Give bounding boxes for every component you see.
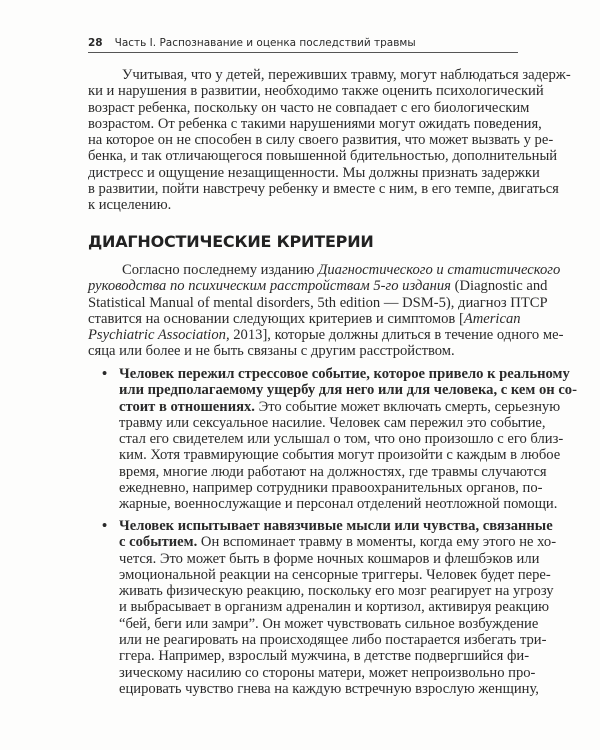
running-header (88, 37, 518, 53)
text-line (88, 132, 554, 149)
text-run: зическому насилию со стороны матери, может непроизвольно про- (119, 664, 536, 681)
text-line (88, 278, 548, 295)
bullet-marker: • (102, 518, 108, 534)
text-run: “бей, беги или замри”. Он может чувствовать сильное возбуждение (119, 615, 539, 632)
text-run: дистресс и ощущение незащищенности. Мы должны признать задержки (88, 164, 540, 181)
text-line (88, 115, 542, 132)
text-line (88, 343, 518, 359)
text-run: живать физическую реакцию, поскольку его мозг реагирует на угрозу (119, 583, 554, 600)
text-line (119, 599, 550, 616)
text-line (119, 382, 577, 399)
text-line (88, 83, 544, 100)
text-run: чется. Это может быть в форме ночных кошмаров и флешбэков или (119, 550, 540, 567)
text-line (88, 164, 540, 181)
text-line (88, 294, 548, 311)
text-line (88, 197, 518, 213)
text-line (88, 262, 561, 278)
text-line (119, 664, 536, 681)
text-line (88, 99, 530, 116)
text-run: ггера. Например, взрослый мужчина, в детстве подвергшийся фи- (119, 648, 530, 665)
text-line (119, 518, 553, 534)
text-line (119, 431, 564, 448)
text-line (88, 67, 571, 83)
text-run: сяца или более и не быть связаны с другим расстройством. (88, 343, 455, 360)
text-line (88, 327, 564, 344)
text-run: или не реагировать на происходящее либо постарается избегать три- (119, 632, 547, 649)
text-run: ставится на основании следующих критериев и симптомов [ (88, 310, 464, 327)
bold-text: Человек пережил стрессовое событие, которое привело к реальному (119, 366, 570, 382)
text-run: и выбрасывает в организм адреналин и кортизол, активируя реакцию (119, 599, 550, 616)
text-run: стал его свидетелем или услышал о том, что оно произошло с его близ- (119, 431, 564, 448)
bullet-item (88, 518, 557, 697)
italic-text: Диагностического и статистического (318, 262, 561, 278)
text-line (119, 447, 561, 464)
text-line (119, 648, 530, 665)
text-line (119, 632, 547, 649)
text-line (119, 463, 547, 480)
italic-text: руководства по психическим расстройствам 5-го издания (88, 278, 451, 295)
text-run: на которое он не способен в силу своего развития, что может вызвать у ре- (88, 132, 554, 149)
text-run: (Diagnostic and (450, 278, 548, 295)
page-number: 28 (88, 37, 103, 49)
paragraph-dsm (88, 262, 564, 360)
text-run: ецировать чувство гнева на каждую встречную взрослую женщину, (119, 680, 539, 697)
bold-text: Человек испытывает навязчивые мысли или чувства, связанные (119, 518, 553, 534)
text-run: ким. Хотя травмирующие события могут произойти с каждым в любое (119, 447, 561, 464)
text-line (119, 480, 543, 497)
text-run: 2013], которые должны длиться в течение одного ме- (229, 327, 564, 344)
text-run: Statistical Manual of mental disorders, 5th edition — DSM-5), диагноз ПТСР (88, 294, 548, 311)
paragraph-intro (88, 67, 571, 214)
text-line (119, 680, 539, 697)
text-run: в развитии, пойти навстречу ребенку и вместе с ним, в его темпе, двигаться (88, 181, 559, 198)
text-run: к исцелению. (88, 197, 172, 214)
text-run: время, многие люди работают на должностях, где травмы случаются (119, 463, 547, 480)
text-run: жарные, военнослужащие и персонал отделений неотложной помощи. (119, 496, 558, 513)
bold-text: или предполагаемому ущербу для него или для человека, с кем он со- (119, 382, 577, 399)
text-run: ежедневно, например сотрудники правоохранительных органов, по- (119, 480, 543, 497)
text-line (119, 583, 554, 600)
text-line (119, 550, 540, 567)
text-line (119, 398, 561, 415)
text-line (88, 310, 521, 327)
running-title: Часть I. Распознавание и оценка последствий травмы (114, 37, 416, 49)
bold-text: стоит в отношениях. (119, 398, 255, 415)
section-heading: ДИАГНОСТИЧЕСКИЕ КРИТЕРИИ (88, 232, 374, 251)
text-run: возрастом. От ребенка с такими нарушениями могут ожидать поведения, (88, 115, 542, 132)
text-line (119, 414, 546, 431)
text-run: Он вспоминает травму в моменты, когда ему этого не хо- (197, 534, 557, 551)
text-run: эмоциональной реакции на сенсорные триггеры. Человек будет пере- (119, 566, 551, 583)
text-line (119, 496, 558, 513)
italic-text: Psychiatric Association, (88, 327, 230, 344)
text-line (119, 366, 570, 382)
text-run: Учитывая, что у детей, переживших травму, могут наблюдаться задерж- (122, 67, 571, 83)
bold-text: с событием. (119, 534, 198, 551)
bullet-item (88, 366, 577, 513)
text-line (88, 148, 558, 165)
text-line (119, 615, 539, 632)
text-line (119, 534, 557, 551)
text-line (88, 181, 559, 198)
text-run: травму или сексуальное насилие. Человек сам пережил это событие, (119, 414, 546, 431)
text-run: бенка, и так отличающегося повышенной бдительностью, дополнительный (88, 148, 558, 165)
italic-text: American (463, 310, 521, 327)
text-run: Это событие может включать смерть, серьезную (254, 398, 561, 415)
bullet-marker: • (102, 366, 108, 382)
text-run: возраст ребенка, поскольку он часто не совпадает с его биологическим (88, 99, 530, 116)
text-run: ки и нарушения в развитии, необходимо также оценить психологический (88, 83, 544, 100)
text-run: Согласно последнему изданию (122, 262, 319, 278)
text-line (119, 566, 551, 583)
